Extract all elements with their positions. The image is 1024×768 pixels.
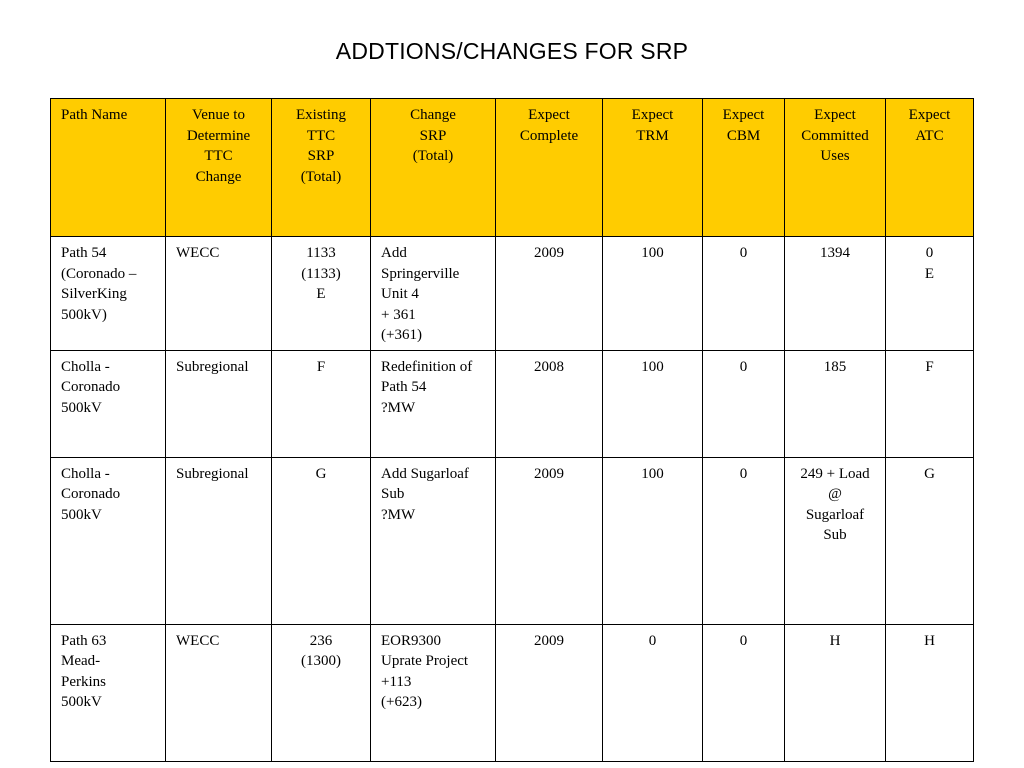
paths-table — [50, 98, 974, 762]
cell-path-name: Path 63 Mead- Perkins 500kV — [51, 624, 166, 761]
table-row — [51, 457, 974, 624]
header-change-srp: Change SRP (Total) — [371, 99, 496, 237]
cell-change-srp: EOR9300 Uprate Project +113 (+623) — [371, 624, 496, 761]
cell-existing-ttc: 236 (1300) — [272, 624, 371, 761]
cell-path-name: Path 54 (Coronado – SilverKing 500kV) — [51, 237, 166, 351]
cell-expect-cbm: 0 — [703, 237, 785, 351]
cell-expect-committed-uses: 249 + Load @ Sugarloaf Sub — [785, 457, 886, 624]
cell-change-srp: Add Springerville Unit 4 + 361 (+361) — [371, 237, 496, 351]
cell-expect-trm: 100 — [603, 237, 703, 351]
cell-path-name: Cholla - Coronado 500kV — [51, 350, 166, 457]
cell-expect-complete: 2008 — [496, 350, 603, 457]
table-row — [51, 350, 974, 457]
table-row — [51, 237, 974, 351]
cell-expect-atc: H — [886, 624, 974, 761]
cell-venue: Subregional — [166, 350, 272, 457]
cell-expect-cbm: 0 — [703, 457, 785, 624]
cell-expect-cbm: 0 — [703, 350, 785, 457]
cell-venue: WECC — [166, 237, 272, 351]
header-path-name: Path Name — [51, 99, 166, 237]
cell-expect-complete: 2009 — [496, 457, 603, 624]
cell-expect-committed-uses: H — [785, 624, 886, 761]
cell-change-srp: Add Sugarloaf Sub ?MW — [371, 457, 496, 624]
header-expect-cbm: Expect CBM — [703, 99, 785, 237]
table-header-row — [51, 99, 974, 237]
header-venue: Venue to Determine TTC Change — [166, 99, 272, 237]
cell-expect-complete: 2009 — [496, 624, 603, 761]
cell-expect-committed-uses: 1394 — [785, 237, 886, 351]
cell-expect-trm: 100 — [603, 457, 703, 624]
header-expect-committed-uses: Expect Committed Uses — [785, 99, 886, 237]
cell-change-srp: Redefinition of Path 54 ?MW — [371, 350, 496, 457]
cell-expect-atc: G — [886, 457, 974, 624]
cell-expect-complete: 2009 — [496, 237, 603, 351]
cell-path-name: Cholla - Coronado 500kV — [51, 457, 166, 624]
cell-existing-ttc: 1133 (1133) E — [272, 237, 371, 351]
header-expect-atc: Expect ATC — [886, 99, 974, 237]
table-row — [51, 624, 974, 761]
header-existing-ttc: Existing TTC SRP (Total) — [272, 99, 371, 237]
header-expect-trm: Expect TRM — [603, 99, 703, 237]
header-expect-complete: Expect Complete — [496, 99, 603, 237]
cell-venue: Subregional — [166, 457, 272, 624]
cell-expect-committed-uses: 185 — [785, 350, 886, 457]
cell-existing-ttc: G — [272, 457, 371, 624]
cell-expect-atc: F — [886, 350, 974, 457]
cell-venue: WECC — [166, 624, 272, 761]
cell-expect-trm: 0 — [603, 624, 703, 761]
cell-expect-cbm: 0 — [703, 624, 785, 761]
cell-expect-atc: 0 E — [886, 237, 974, 351]
page-title: ADDTIONS/CHANGES FOR SRP — [335, 38, 689, 64]
cell-existing-ttc: F — [272, 350, 371, 457]
cell-expect-trm: 100 — [603, 350, 703, 457]
